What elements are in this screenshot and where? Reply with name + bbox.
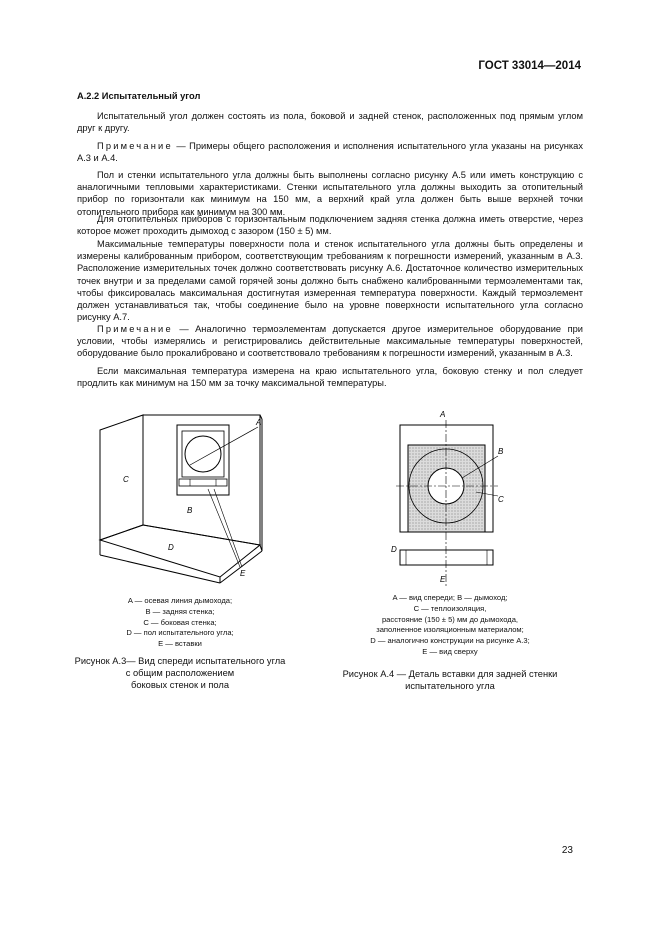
legend-item: C — боковая стенка; <box>143 617 217 627</box>
fig3-label-d: D <box>168 543 174 552</box>
figure-a4-legend <box>345 593 555 658</box>
legend-item: A — осевая линия дымохода; <box>127 596 233 605</box>
figure-a4-drawing <box>388 408 513 586</box>
figure-a3-drawing <box>90 405 280 585</box>
paragraph-4: Максимальные температуры поверхности пола и стенок испытательного угла должны быть определены и измерены калиброванным прибором, соответствующим требованиям к погрешности измерений, указанным в А.3. Расположение измерительных точек должно соответствовать рисунку А.6. Достаточное количество измерительных точек внутри и за пределами самой горячей зоны должно быть снабжено калиброванными термоэлементами так, чтобы фиксировалась максимальная достигнутая измеренная температура поверхности. Каждый термоэлемент должен устанавливаться так, чтобы соединение было на уровне поверхности испытательного угла согласно рисунку А.7. <box>77 239 583 323</box>
caption-line: Рисунок А.4 — Деталь вставки для задней стенки <box>342 669 558 679</box>
fig4-label-a: A <box>440 410 446 419</box>
caption-line: боковых стенок и пола <box>131 680 229 690</box>
figure-a4-caption <box>325 668 575 692</box>
section-heading: А.2.2 Испытательный угол <box>77 91 201 101</box>
legend-item: расстояние (150 ± 5) мм до дымохода, <box>381 614 519 624</box>
note-2 <box>77 323 583 360</box>
figure-a3-legend <box>100 596 260 650</box>
fig4-label-d: D <box>391 545 397 554</box>
legend-item: E — вид сверху <box>422 646 478 656</box>
note-label: Примечание <box>97 324 173 334</box>
caption-line: с общим расположением <box>125 668 235 678</box>
legend-item: D — пол испытательного угла; <box>126 628 234 638</box>
note-text: — Примеры общего расположения и исполнения испытательного угла указаны на рисунках А.3 и А.4. <box>77 141 583 164</box>
legend-item: E — вставки <box>158 639 202 649</box>
paragraph-3: Для отопительных приборов с горизонтальным подключением задняя стенка должна иметь отверстие, через которое может проходить дымоход с зазором (150 ± 5) мм. <box>77 214 583 237</box>
fig4-label-c: C <box>498 495 504 504</box>
fig3-label-c: C <box>123 475 129 484</box>
legend-item: A — вид спереди; B — дымоход; <box>392 593 508 602</box>
paragraph-5: Если максимальная температура измерена на краю испытательного угла, боковую стенку и пол следует продлить как минимум на 150 мм за точку максимальной температуры. <box>77 366 583 389</box>
figure-a3-caption <box>60 655 300 691</box>
standard-number: ГОСТ 33014—2014 <box>478 60 581 72</box>
legend-item: C — теплоизоляция, <box>413 603 487 613</box>
caption-line: Рисунок А.3— Вид спереди испытательного угла <box>74 656 286 666</box>
paragraph-1: Испытательный угол должен состоять из пола, боковой и задней стенок, расположенных под прямым углом друг к другу. <box>77 111 583 134</box>
fig3-label-e: E <box>240 569 246 578</box>
paragraph-2: Пол и стенки испытательного угла должны быть выполнены согласно рисунку А.5 или иметь конструкцию с аналогичными тепловыми характеристиками. Стенки испытательного угла должны выходить за отопительный прибор по горизонтали как минимум на 150 мм, а верхний край угла должен быть выше верхней точки отопительного прибора как минимум на 300 мм. <box>77 170 583 217</box>
caption-line: испытательного угла <box>405 681 495 691</box>
legend-item: заполненное изоляционным материалом; <box>376 625 524 635</box>
fig4-label-e: E <box>440 575 446 584</box>
note-1 <box>77 140 583 164</box>
note-text: — Аналогично термоэлементам допускается другое измерительное оборудование при условии, чтобы измерялись и регистрировались действительные максимальные температуры поверхностей, оборудование было прокалибровано и соответствовало требованиям к погрешности измерений, указанным в А.3. <box>77 324 583 359</box>
legend-item: B — задняя стенка; <box>145 606 215 616</box>
page-number: 23 <box>561 845 573 856</box>
fig3-label-a: A <box>256 418 262 427</box>
fig4-label-b: B <box>498 447 504 456</box>
legend-item: D — аналогично конструкции на рисунке А.3; <box>370 636 530 646</box>
note-label: Примечание <box>97 141 173 151</box>
fig3-label-b: B <box>187 506 193 515</box>
